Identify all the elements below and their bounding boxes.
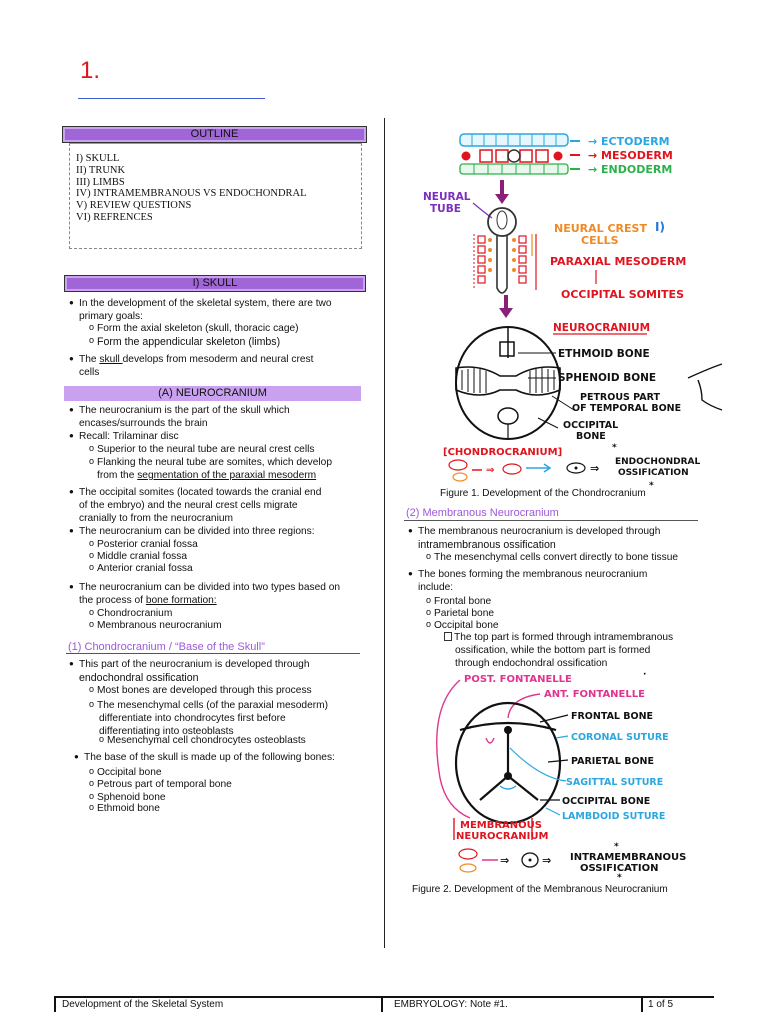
neuro-sub-somites: o Flanking the neural tube are somites, which develop from the segmentation of the paraxial mesoderm: [97, 457, 332, 483]
label-neural-tube: NEURAL TUBE: [423, 191, 471, 215]
label-occipital: OCCIPITAL BONE: [563, 420, 619, 442]
chondro-bullet-1: ● This part of the neurocranium is developed through endochondral ossification: [79, 659, 310, 686]
label-sagittal: SAGITTAL SUTURE: [566, 777, 664, 788]
chondrocranium-rule: [66, 653, 360, 654]
fossa-middle: o Middle cranial fossa: [97, 551, 187, 564]
membranous-rule: [404, 520, 698, 521]
label-petrous: PETROUS PART OF TEMPORAL BONE: [572, 392, 682, 414]
label-ethmoid: ETHMOID BONE: [558, 348, 650, 360]
label-endochondral: ENDOCHONDRAL OSSIFICATION: [615, 457, 701, 478]
neuro-sub-ncc: o Superior to the neural tube are neural crest cells: [97, 444, 314, 457]
label-ant-fontanelle: ANT. FONTANELLE: [544, 689, 645, 700]
memb-sub-1: o The mesenchymal cells convert directly to bone tissue: [434, 552, 678, 565]
label-ectoderm: → ECTODERM: [588, 135, 670, 148]
outline-item[interactable]: V) REVIEW QUESTIONS: [76, 200, 192, 212]
svg-text:*: *: [614, 842, 619, 852]
goal-appendicular: o Form the appendicular skeleton (limbs): [97, 336, 280, 349]
neuro-bullet-1: ● The neurocranium is the part of the skull which encases/surrounds the brain: [79, 405, 290, 431]
label-endoderm: → ENDODERM: [588, 163, 673, 176]
label-frontal: FRONTAL BONE: [571, 711, 654, 722]
chondro-bullet-2: ● The base of the skull is made up of the following bones:: [84, 752, 335, 765]
svg-text:⇒: ⇒: [542, 854, 552, 867]
svg-text:⇒: ⇒: [590, 462, 600, 475]
memb-bullet-1: ● The membranous neurocranium is developed through intramembranous ossification: [418, 526, 660, 553]
figure-2-caption: Figure 2. Development of the Membranous Neurocranium: [412, 884, 668, 895]
outline-item[interactable]: III) LIMBS: [76, 176, 125, 188]
footer-rule: [54, 996, 714, 998]
label-occipital-somites: OCCIPITAL SOMITES: [561, 288, 684, 301]
type-membranous: o Membranous neurocranium: [97, 620, 222, 633]
bone-occipital: o Occipital bone: [97, 767, 162, 780]
label-paraxial: PARAXIAL MESODERM: [550, 255, 687, 268]
chondrocranium-heading: (1) Chondrocranium / “Base of the Skull”: [68, 641, 265, 653]
label-parietal: PARIETAL BONE: [571, 756, 654, 767]
chondro-sub-3: o Mesenchymal cell chondrocytes osteoblasts: [107, 735, 306, 748]
svg-text:*: *: [617, 873, 622, 883]
memb-note: The top part is formed through intramembranous ossification, while the bottom part is formed through endochondral ossification: [444, 632, 673, 670]
label-membranous: MEMBRANOUS NEUROCRANIUM: [456, 820, 549, 842]
figure-2-illustration: [420, 668, 710, 883]
outline-header: OUTLINE: [62, 126, 367, 143]
skull-origin-bullet: ● The skull develops from mesoderm and neural crest cells: [79, 354, 313, 380]
label-roman: I): [655, 220, 665, 234]
neuro-bullet-3: ● The occipital somites (located towards the cranial end of the embryo) and the neural crest cells migrate cranially to from the neurocranium: [79, 487, 321, 525]
type-chondrocranium: o Chondrocranium: [97, 608, 172, 621]
footer-subject: EMBRYOLOGY: Note #1.: [394, 999, 508, 1010]
skull-section-header: I) SKULL: [64, 275, 366, 292]
label-post-fontanelle: POST. FONTANELLE: [464, 674, 572, 685]
membranous-heading: (2) Membranous Neurocranium: [406, 507, 559, 519]
footer-course-title: Development of the Skeletal System: [62, 999, 224, 1010]
svg-text:⇒: ⇒: [500, 854, 510, 867]
label-coronal: CORONAL SUTURE: [571, 732, 669, 743]
column-divider: [384, 118, 385, 948]
bone-petrous: o Petrous part of temporal bone: [97, 779, 232, 792]
neurocranium-header: (A) NEUROCRANIUM: [64, 386, 361, 401]
svg-text:*: *: [612, 443, 617, 453]
neuro-bullet-5: ● The neurocranium can be divided into two types based on the process of bone formation:: [79, 582, 340, 608]
bone-sphenoid: o Sphenoid bone: [97, 792, 166, 805]
figure-1-illustration: [423, 128, 730, 491]
note-number: 1.: [80, 57, 101, 84]
figure-1-caption: Figure 1. Development of the Chondrocranium: [440, 488, 646, 499]
svg-text:·: ·: [643, 670, 647, 680]
skull-goals-bullet: ● In the development of the skeletal system, there are two primary goals:: [79, 298, 332, 324]
outline-box: [69, 143, 362, 249]
memb-bone-occipital: o Occipital bone: [434, 620, 499, 633]
label-neurocranium: NEUROCRANIUM: [553, 322, 651, 334]
memb-bullet-2: ● The bones forming the membranous neurocranium include:: [418, 569, 647, 595]
bone-ethmoid: o Ethmoid bone: [97, 803, 160, 816]
neuro-bullet-2: ● Recall: Trilaminar disc: [79, 431, 179, 444]
footer-separator: [54, 998, 56, 1012]
label-lambdoid: LAMBDOID SUTURE: [562, 811, 666, 822]
chondro-sub-1: o Most bones are developed through this process: [97, 685, 312, 698]
label-chondrocranium: [CHONDROCRANIUM]: [443, 447, 563, 458]
memb-bone-parietal: o Parietal bone: [434, 608, 494, 621]
label-occipital-bone: OCCIPITAL BONE: [562, 796, 651, 807]
outline-item[interactable]: IV) INTRAMEMBRANOUS VS ENDOCHONDRAL: [76, 188, 307, 200]
label-neural-crest: NEURAL CREST CELLS: [554, 222, 647, 247]
outline-item[interactable]: I) SKULL: [76, 153, 120, 164]
outline-item[interactable]: II) TRUNK: [76, 164, 126, 176]
chondro-sub-2: o The mesenchymal cells (of the paraxial mesoderm) differentiate into chondrocytes first before differentiating into osteoblasts: [97, 700, 328, 738]
goal-axial: o Form the axial skeleton (skull, thoracic cage): [97, 323, 299, 336]
label-sphenoid: SPHENOID BONE: [558, 372, 657, 384]
memb-bone-frontal: o Frontal bone: [434, 596, 491, 609]
fossa-anterior: o Anterior cranial fossa: [97, 563, 193, 576]
footer-separator: [641, 998, 643, 1012]
fossa-posterior: o Posterior cranial fossa: [97, 539, 198, 552]
svg-text:*: *: [649, 481, 654, 491]
label-intramembranous: INTRAMEMBRANOUS OSSIFICATION: [570, 852, 687, 874]
footer-page-number: 1 of 5: [648, 999, 674, 1010]
svg-text:⇒: ⇒: [486, 465, 495, 476]
outline-item[interactable]: VI) REFRENCES: [76, 211, 153, 223]
title-underline: [78, 98, 265, 99]
footer-separator: [381, 998, 383, 1012]
label-mesoderm: → MESODERM: [588, 149, 673, 162]
neuro-bullet-4: ● The neurocranium can be divided into three regions:: [79, 526, 315, 539]
